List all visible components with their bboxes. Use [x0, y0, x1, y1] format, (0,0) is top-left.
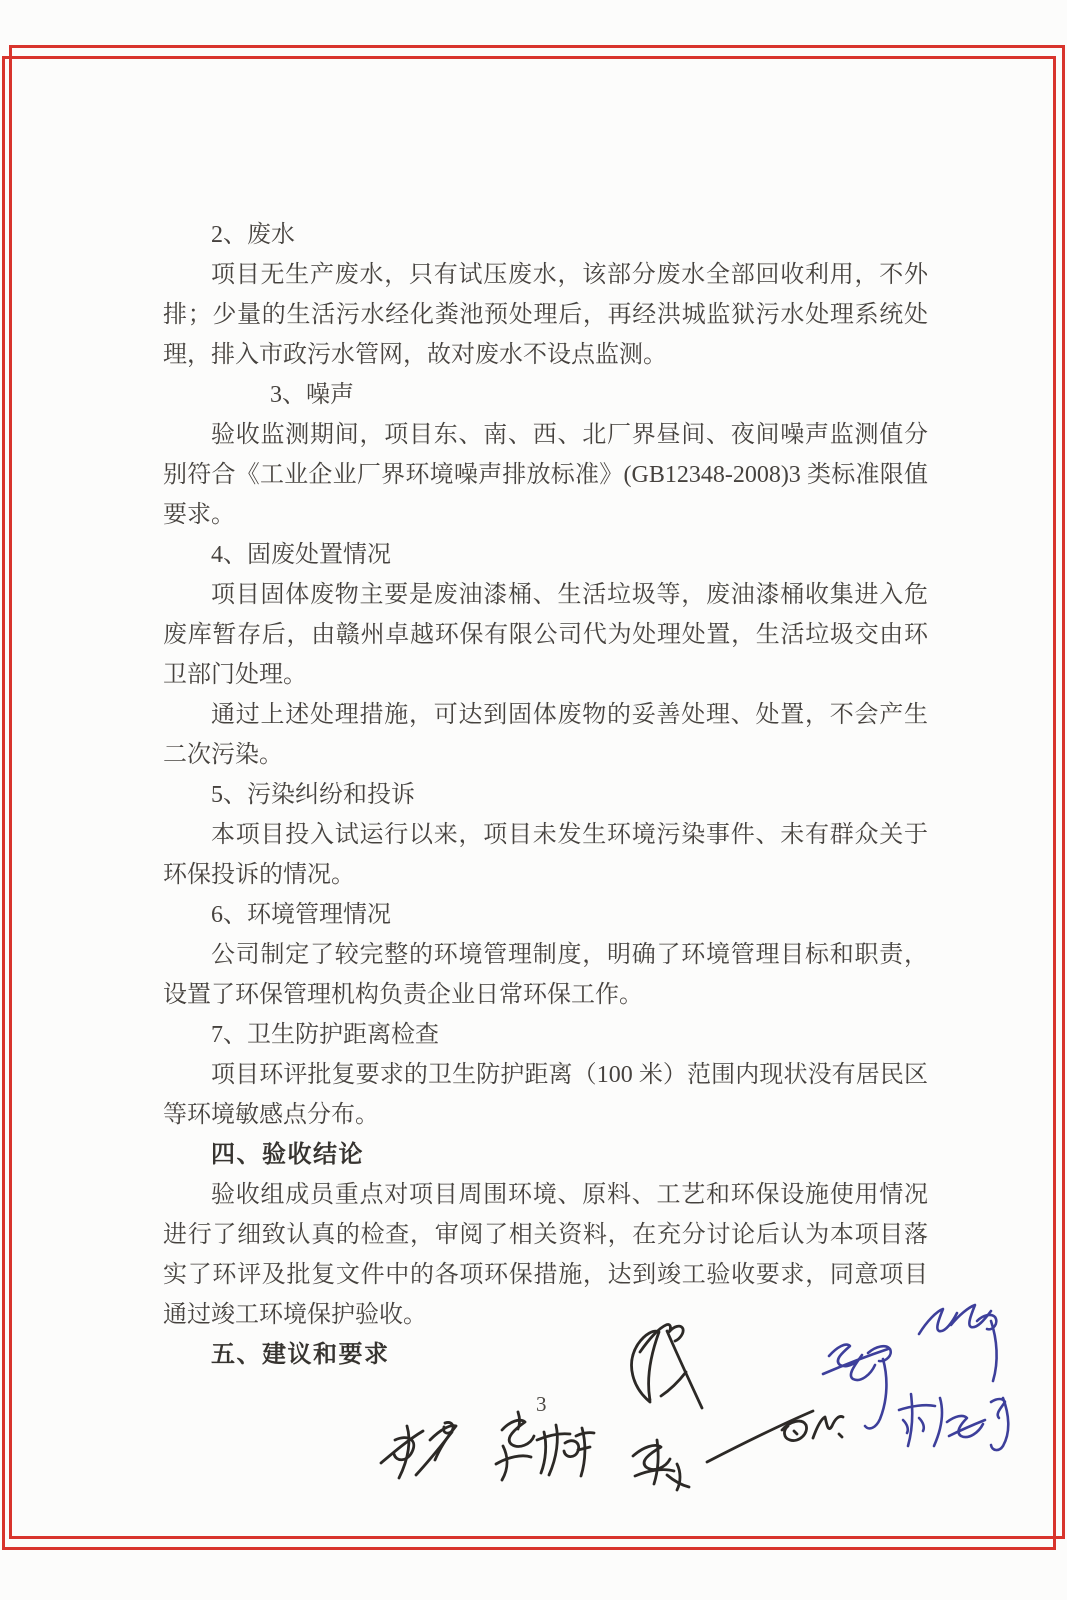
section-heading-pollution-complaints: 5、污染纠纷和投诉 — [211, 782, 415, 808]
paragraph-sanitary-distance: 项目环评批复要求的卫生防护距离（100 米）范围内现状没有居民区等环境敏感点分布。 — [163, 1062, 928, 1128]
paragraph-pollution-complaints: 本项目投入试运行以来，项目未发生环境污染事件、未有群众关于环保投诉的情况。 — [163, 822, 928, 888]
paragraph-wastewater: 项目无生产废水，只有试压废水，该部分废水全部回收利用，不外排；少量的生活污水经化粪池预处理后，再经洪城监狱污水处理系统处理，排入市政污水管网，故对废水不设点监测。 — [163, 262, 928, 368]
section-heading-acceptance-conclusion: 四、验收结论 — [211, 1141, 364, 1168]
handwritten-signature-3 — [632, 1324, 702, 1408]
paragraph-solid-waste-conclusion: 通过上述处理措施，可达到固体废物的妥善处理、处置，不会产生二次污染。 — [163, 702, 928, 768]
handwritten-signature-4 — [633, 1440, 689, 1490]
paragraph-noise: 验收监测期间，项目东、南、西、北厂界昼间、夜间噪声监测值分别符合《工业企业厂界环境噪声排放标准》(GB12348-2008)3 类标准限值要求。 — [163, 422, 928, 528]
handwritten-signature-7 — [919, 1305, 997, 1381]
signatures-area — [350, 1268, 1040, 1513]
page-number: 3 — [536, 1392, 547, 1416]
paragraph-acceptance-conclusion: 验收组成员重点对项目周围环境、原料、工艺和环保设施使用情况进行了细致认真的检查，审阅了相关资料，在充分讨论后认为本项目落实了环评及批复文件中的各项环保措施，达到竣工验收要求，同意项目通过竣工环境保护验收。 — [163, 1182, 928, 1328]
handwritten-signature-2 — [496, 1412, 594, 1480]
handwritten-signature-8 — [899, 1394, 1008, 1450]
section-heading-solid-waste: 4、固废处置情况 — [211, 542, 391, 568]
section-heading-suggestions: 五、建议和要求 — [211, 1341, 390, 1368]
section-heading-noise: 3、噪声 — [270, 382, 354, 408]
paragraph-solid-waste: 项目固体废物主要是废油漆桶、生活垃圾等，废油漆桶收集进入危废库暂存后，由赣州卓越环保有限公司代为处理处置，生活垃圾交由环卫部门处理。 — [163, 582, 928, 688]
document-body — [163, 215, 928, 1375]
paragraph-env-management: 公司制定了较完整的环境管理制度，明确了环境管理目标和职责，设置了环保管理机构负责企业日常环保工作。 — [163, 942, 928, 1008]
handwritten-signature-6 — [823, 1345, 891, 1429]
handwritten-signature-5 — [707, 1411, 843, 1462]
handwritten-signature-1 — [381, 1422, 456, 1478]
section-heading-wastewater: 2、废水 — [211, 222, 295, 248]
section-heading-env-management: 6、环境管理情况 — [211, 902, 391, 928]
section-heading-sanitary-distance: 7、卫生防护距离检查 — [211, 1022, 439, 1048]
